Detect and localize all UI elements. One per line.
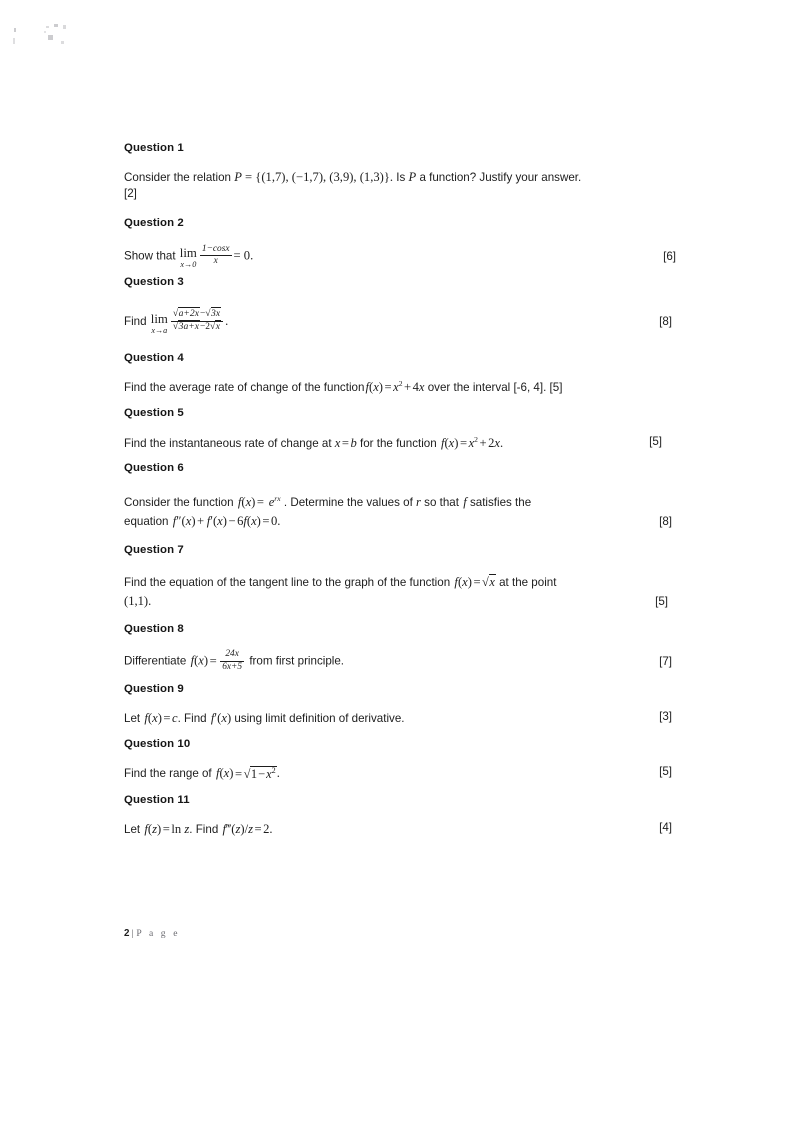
question-text-2: [124, 245, 676, 268]
question-marks-11: [4]: [659, 821, 672, 835]
q1-is-text: Is: [393, 170, 409, 184]
q3-numerator: √a+2x−√3x: [171, 309, 223, 321]
question-marks-10: [5]: [659, 765, 672, 779]
q10-lead-text: Find the range of: [124, 767, 215, 781]
question-text-1: [124, 168, 676, 204]
question-block-4: [124, 352, 676, 397]
question-text-5: Find the instantaneous rate of change at x = b for the function $f(x) = x^2 + 2x$. [5]: [124, 434, 662, 450]
q3-denominator: √3a+x−2√x: [172, 321, 221, 333]
footer-page-number: 2: [124, 928, 130, 939]
q7-lead-text: Find the equation of the tangent line to the graph of the function: [124, 576, 454, 590]
question-marks-2: [6]: [663, 249, 676, 263]
question-block-5: [124, 407, 676, 452]
q9-lead-text: Let: [124, 712, 144, 726]
q3-lead-text: Find: [124, 315, 150, 329]
question-heading-9: Question 9: [124, 682, 184, 695]
q3-tail-text: .: [225, 314, 229, 329]
question-marks-8: [7]: [659, 655, 672, 669]
q1-lead-text: Consider the relation: [124, 170, 235, 184]
q11-lead-text: Let: [124, 823, 144, 837]
q4-interval-text: over the interval [-6, 4].: [424, 381, 550, 395]
question-text-3: [124, 310, 676, 333]
question-block-8: [124, 623, 676, 674]
question-heading-10: Question 10: [124, 737, 191, 750]
q5-lead-text: Find the instantaneous rate of change at: [124, 436, 335, 450]
q6-equation-lead: equation: [124, 514, 172, 528]
question-block-10: [124, 738, 676, 784]
question-block-9: [124, 683, 676, 728]
question-block-7: [124, 544, 676, 611]
q8-lead-text: Differentiate: [124, 655, 190, 669]
q6-lead-text: Consider the function: [124, 496, 237, 509]
question-heading-7: Question 7: [124, 543, 184, 556]
question-marks-1: [2]: [124, 187, 137, 201]
q1-set-definition: = {(1,7), (−1,7), (3,9), (1,3)}.: [241, 169, 394, 184]
scan-artifact-specks: [0, 0, 130, 70]
q7-point: (1,1).: [124, 594, 152, 609]
q6-so-that-text: so that: [420, 496, 463, 509]
footer-page-label: P a g e: [136, 928, 181, 939]
question-text-7: Find the equation of the tangent line to the graph of the function f(x) = √x at the point (1,1). [5]: [124, 573, 676, 611]
question-heading-8: Question 8: [124, 622, 184, 635]
question-heading-5: Question 5: [124, 407, 184, 420]
q3-lim-label: lim: [150, 311, 168, 326]
q3-lim-subscript: x→a: [151, 325, 168, 335]
q2-tail-text: = 0.: [233, 248, 254, 263]
question-heading-4: Question 4: [124, 351, 184, 364]
question-marks-6: [8]: [659, 514, 672, 528]
question-text-8: Differentiate f(x) = $\frac{24x}{6x+5}$ from first principle. [7]: [124, 649, 672, 672]
q1-question-text: a function? Justify your answer.: [416, 170, 582, 184]
q7-radical: √x: [482, 575, 495, 590]
page-footer: [124, 928, 180, 939]
q6-satisfies-text: satisfies the: [466, 496, 532, 509]
question-heading-3: Question 3: [124, 275, 184, 288]
question-heading-6: Question 6: [124, 462, 184, 475]
question-marks-5: [5]: [649, 434, 662, 448]
question-marks-3: [8]: [659, 315, 672, 329]
q3-limit-operator: [151, 313, 168, 335]
question-block-6: [124, 462, 676, 530]
q8-tail-text: from first principle.: [249, 655, 345, 669]
question-text-11: Let f(z) = ln z. Find f‴(z)/z = 2. [4]: [124, 821, 672, 837]
question-paper-body: [124, 142, 676, 839]
footer-separator: |: [131, 928, 134, 939]
q10-radical: √1 − $x^2$: [243, 765, 276, 781]
question-heading-1: Question 1: [124, 142, 184, 154]
q2-lim-label: lim: [179, 246, 197, 261]
question-marks-7: [5]: [655, 595, 668, 609]
q2-limit-operator: [180, 247, 197, 269]
question-text-6: Consider the function $f(x) = e^{rx}$ . Determine the values of r so that f satisfies the equation f″(x) + f′(x) − 6f(x) = 0. [8]: [124, 493, 676, 531]
q8-fraction: [220, 649, 244, 672]
question-text-4: Find the average rate of change of the function $f(x) = x^2 + 4x$ over the interval [-6, 4]. [5]: [124, 379, 563, 395]
q2-numerator: 1−cosx: [200, 244, 232, 256]
q3-fraction: [171, 309, 223, 332]
q2-fraction: [200, 244, 232, 267]
q8-denominator: 6x+5: [222, 662, 243, 672]
q8-numerator: 24x: [220, 649, 244, 661]
q4-lead-text: Find the average rate of change of the function: [124, 381, 365, 395]
q7-tail-text: at the point: [495, 576, 557, 590]
q2-denominator: x: [213, 256, 218, 267]
question-text-9: Let f(x) = c. Find f′(x) using limit definition of derivative. [3]: [124, 710, 672, 726]
question-text-10: Find the range of f(x) = √1 − $x^2$. [5]: [124, 765, 672, 781]
q9-find-text: . Find: [177, 712, 210, 726]
q2-lim-subscript: x→0: [180, 259, 197, 269]
q5-mid-text: for the function: [356, 436, 440, 450]
q9-tail-text: using limit definition of derivative.: [231, 712, 405, 726]
q11-find-text: . Find: [189, 823, 222, 837]
question-block-11: [124, 794, 676, 839]
question-marks-9: [3]: [659, 710, 672, 724]
q4-function-expr: f: [364, 380, 369, 395]
question-block-1: [124, 142, 676, 203]
question-heading-11: Question 11: [124, 793, 190, 806]
question-heading-2: Question 2: [124, 217, 184, 230]
q6-mid-text: . Determine the values of: [283, 496, 417, 509]
q1-relation-symbol-2: P: [408, 169, 417, 184]
question-marks-4: [5]: [549, 381, 563, 395]
q2-lead-text: Show that: [124, 249, 179, 263]
q1-relation-symbol: P: [234, 169, 242, 184]
question-block-3: [124, 276, 676, 334]
question-block-2: [124, 217, 676, 268]
